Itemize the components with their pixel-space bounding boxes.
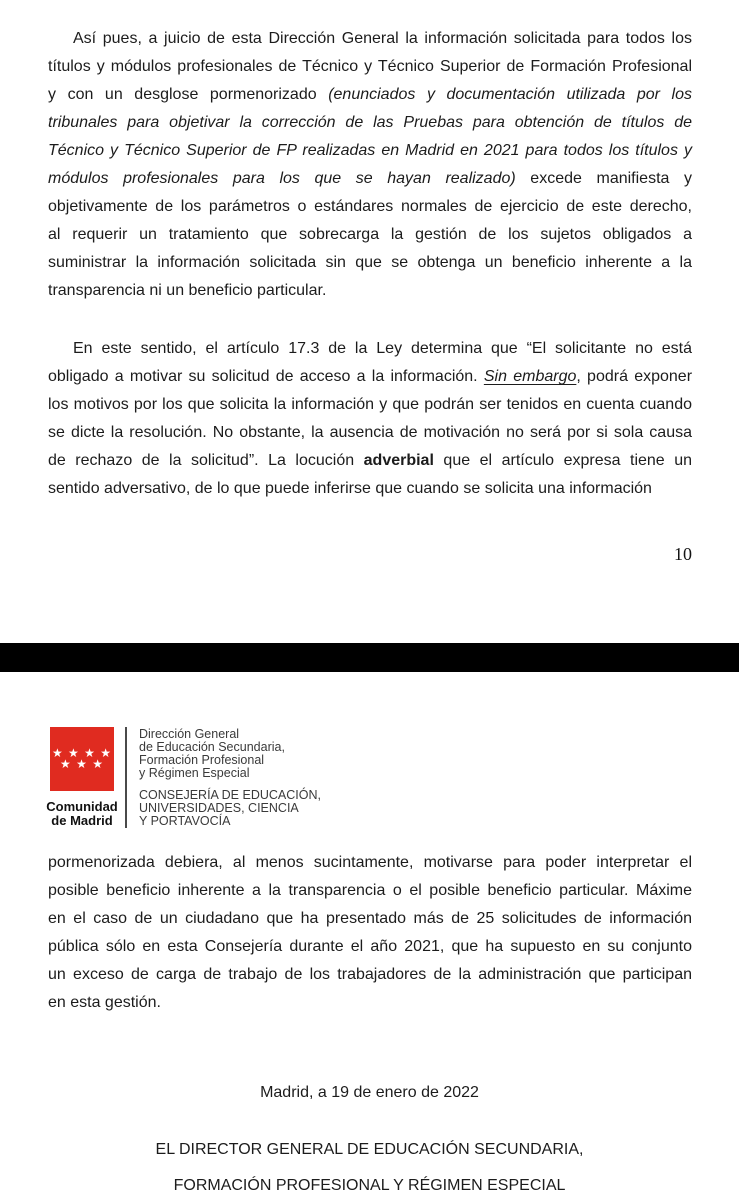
comunidad-de-madrid-logo: [48, 727, 116, 828]
signature-block: [0, 1132, 739, 1200]
direccion-general-block: [139, 728, 321, 780]
letterhead-org-text: [139, 727, 321, 828]
paragraph-articulo-17-3: En este sentido, el artículo 17.3 de la Ley determina que “El solicitante no está obligado a motivar su solicitud de acceso a la información. Sin embargo, podrá exponer los motivos por los que solicita la información y que podrán ser tenidos en cuenta cuando se dicte la resolución. No obstante, la ausencia de motivación no será por si sola causa de rechazo de la solicitud”. La locución adverbial que el artículo expresa tiene un sentido adversativo, de lo que puede inferirse que cuando se solicita una información: [48, 340, 693, 497]
paragraph-pormenorizada: pormenorizada debiera, al menos sucintamente, motivarse para poder interpretar el posible beneficio inherente a la transparencia o el posible beneficio particular. Máxime en el caso de un ciudadano que ha presentado más de 25 solicitudes de información pública sólo en esta Consejería durante el año 2021, que ha supuesto en su conjunto un exceso de carga de trabajo de los trabajadores de la administración que participan en esta gestión.: [48, 854, 692, 1011]
letterhead: [48, 727, 692, 828]
letterhead-divider: [125, 727, 127, 828]
signature-line2: FORMACIÓN PROFESIONAL Y RÉGIMEN ESPECIAL: [173, 1177, 566, 1194]
brand-line1: Comunidad: [46, 799, 118, 814]
madrid-stars-row2-icon: ★ ★ ★: [60, 757, 104, 771]
page-11-content: [48, 849, 692, 1017]
date-line: Madrid, a 19 de enero de 2022: [260, 1084, 479, 1101]
page-10-content: [0, 0, 739, 565]
paragraph-solicitud-excede: Así pues, a juicio de esta Dirección General la información solicitada para todos los títulos y módulos profesionales de Técnico y Técnico Superior de Formación Profesional y con un desglose pormenorizado (enunciados y documentación utilizada por los tribunales para objetivar la corrección de las Pruebas para obtención de títulos de Técnico y Técnico Superior de FP realizadas en Madrid en 2021 para todos los títulos y módulos profesionales para los que se hayan realizado) excede manifiesta y objetivamente de los parámetros o estándares normales de ejercicio de este derecho, al requerir un tratamiento que sobrecarga la gestión de los sujetos obligados a suministrar la información solicitada sin que se obtenga un beneficio inherente a la transparencia ni un beneficio particular.: [48, 30, 693, 299]
direccion-line: y Régimen Especial: [139, 766, 250, 780]
direccion-line: de Educación Secundaria,: [139, 740, 285, 754]
consejeria-line: UNIVERSIDADES, CIENCIA: [139, 801, 299, 815]
madrid-stars-row1-icon: ★ ★ ★ ★: [51, 746, 113, 760]
brand-line2: de Madrid: [51, 813, 113, 828]
direccion-line: Formación Profesional: [139, 753, 265, 767]
consejeria-line: CONSEJERÍA DE EDUCACIÓN,: [139, 788, 321, 802]
consejeria-line: Y PORTAVOCÍA: [139, 814, 231, 828]
consejeria-block: [139, 789, 321, 828]
page-separator-bar: [0, 643, 739, 672]
madrid-flag-icon: [50, 727, 114, 791]
direccion-line: Dirección General: [139, 727, 240, 741]
page-number: 10: [674, 544, 692, 564]
signature-line1: EL DIRECTOR GENERAL DE EDUCACIÓN SECUNDARIA,: [155, 1141, 584, 1158]
brand-name: [46, 800, 118, 828]
